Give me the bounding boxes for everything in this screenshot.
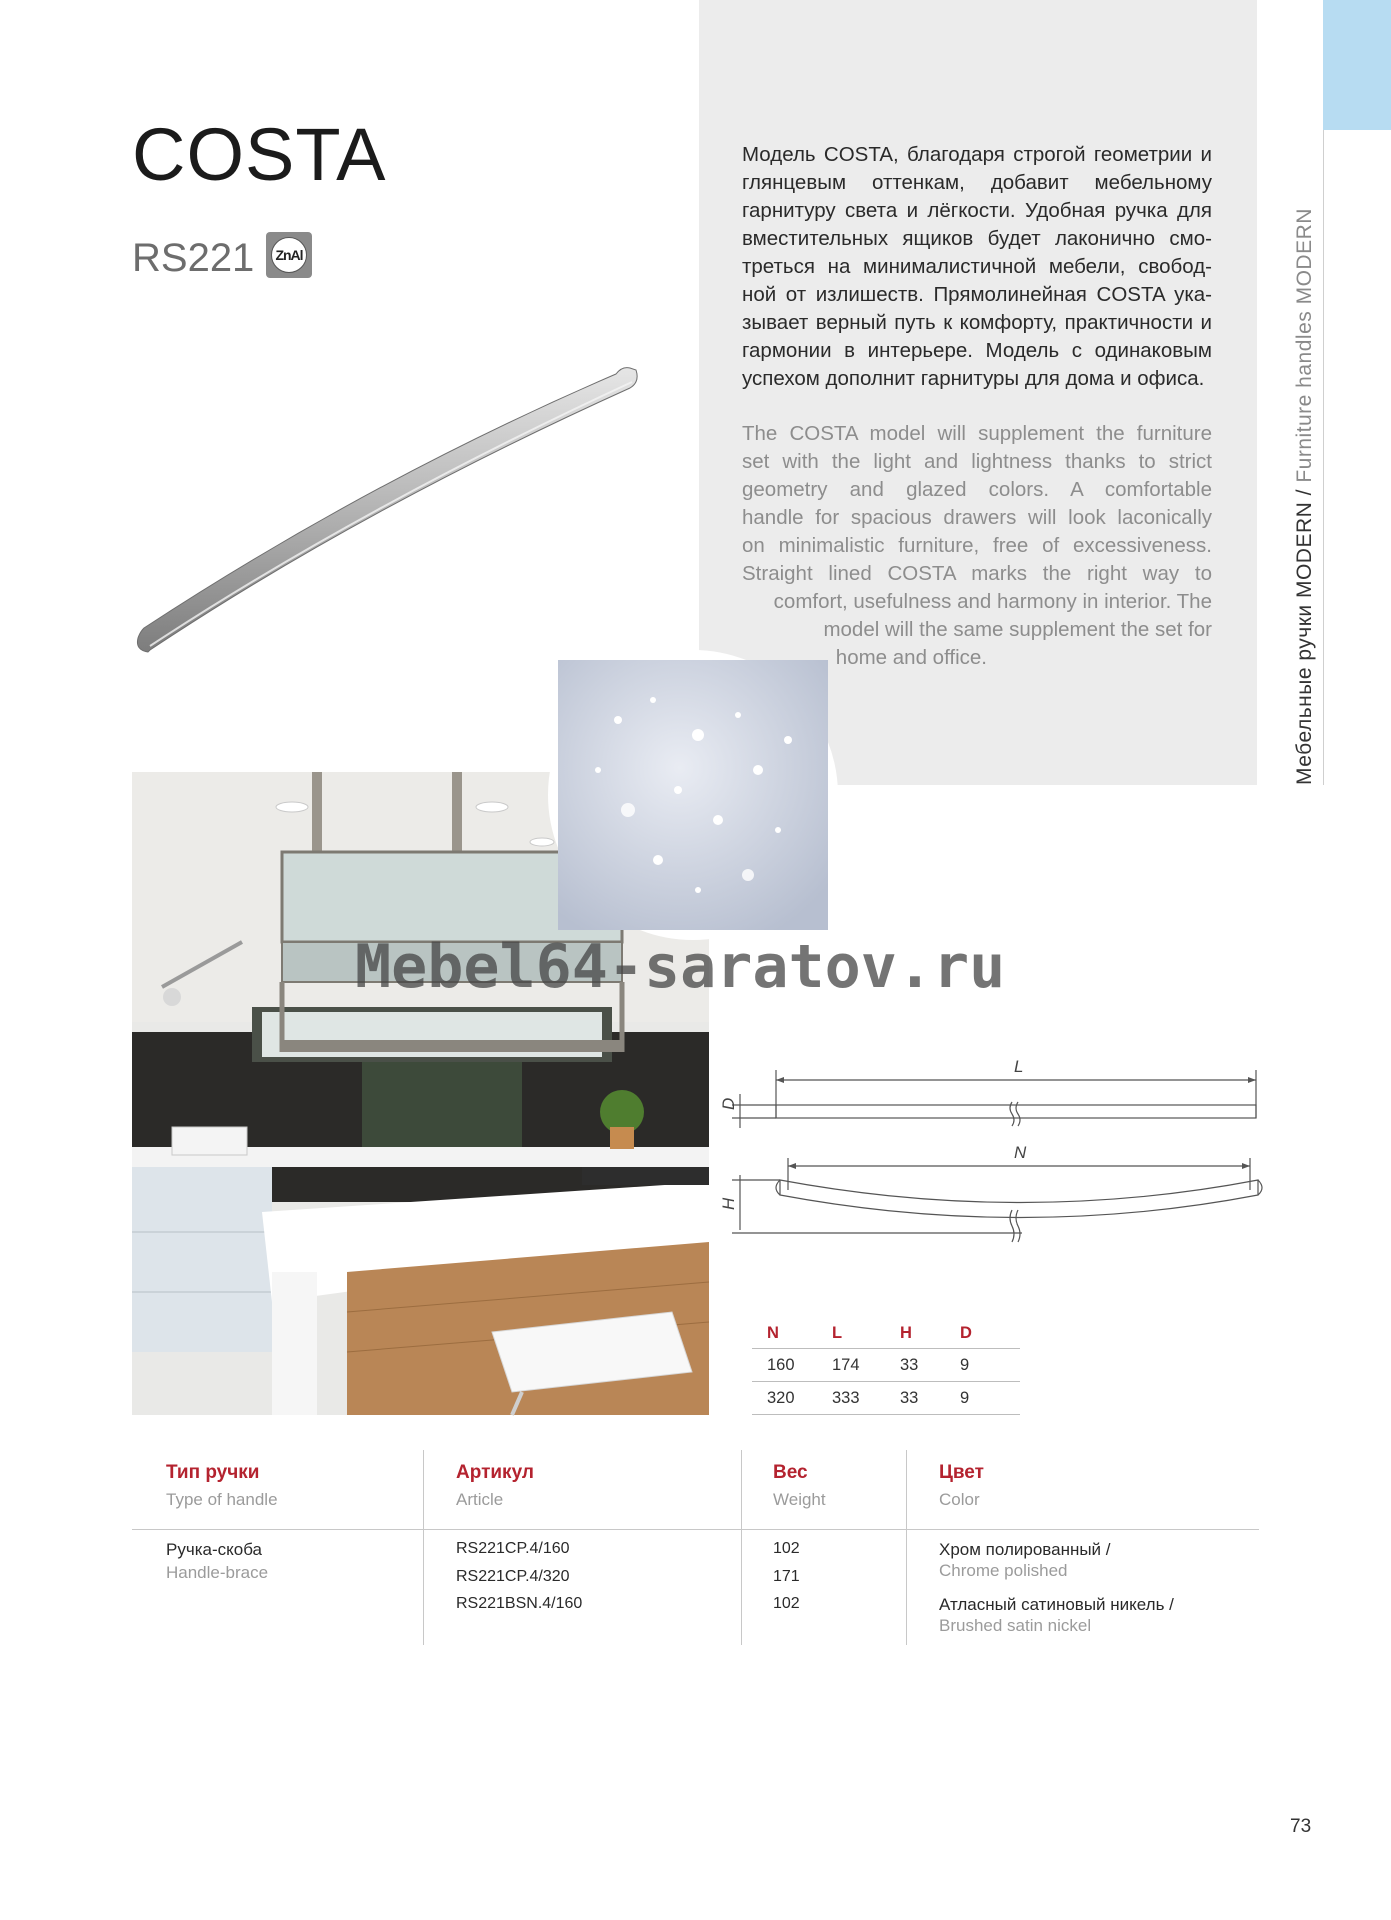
article-item: RS221CP.4/160 [456,1540,570,1557]
table-cell: 160 [752,1349,832,1382]
description-en-line: model will the same supplement the set for [823,618,1212,641]
dimensions-table [752,1318,1020,1415]
handle-type-ru: Ручка-скоба [166,1540,263,1559]
description-en-line: comfort, usefulness and harmony in interior. The [773,590,1212,613]
spec-header-en: Weight [773,1490,826,1509]
finish-swatch-circle [548,650,838,940]
handle-type-en: Handle-brace [166,1563,269,1582]
spec-header-weight [773,1462,826,1510]
spec-divider [906,1450,907,1645]
model-code: RS221 [132,236,255,280]
dimension-drawing [719,1050,1262,1245]
side-rule [1323,130,1324,785]
spec-header-color [939,1462,984,1510]
table-cell: 9 [960,1349,1020,1382]
description-en-line: on minimalistic furniture, free of excessiveness. [742,534,1212,557]
table-cell: 333 [832,1382,900,1415]
spec-header-type [166,1462,278,1510]
description-en-line: The COSTA model will supplement the furniture [742,422,1212,445]
description-en [742,420,1212,672]
color-en: Chrome polished [939,1561,1068,1580]
color-ru: Атласный сатиновый никель / [939,1595,1174,1614]
description-en-line: geometry and glazed colors. A comfortable [742,478,1212,501]
spec-header-article [456,1462,534,1510]
color-list [939,1540,1174,1636]
side-caption-en: Furniture handles MODERN [1293,208,1316,490]
spec-divider [741,1450,742,1645]
weight-item: 171 [773,1567,800,1585]
dimensions-header-row [752,1318,1020,1349]
spec-divider [423,1450,424,1645]
handle-product-image [130,360,650,660]
table-cell: 33 [900,1349,960,1382]
spec-header-en: Color [939,1490,980,1509]
description-en-line: home and office. [835,646,987,669]
spec-header-en: Article [456,1490,504,1509]
dim-col-H: H [900,1323,912,1342]
table-cell: 174 [832,1349,900,1382]
spec-type-value [166,1540,268,1583]
table-cell: 9 [960,1382,1020,1415]
color-ru: Хром полированный / [939,1540,1111,1559]
weight-item: 102 [773,1540,800,1557]
description-en-line: set with the light and lightness thanks to strict [742,450,1212,473]
article-list [456,1535,582,1618]
dim-label-N: N [1014,1143,1027,1162]
spec-header-ru: Вес [773,1462,808,1483]
dim-label-D: D [719,1097,738,1110]
material-badge [266,232,312,278]
weight-list [773,1535,800,1618]
table-cell: 320 [752,1382,832,1415]
article-item: RS221CP.4/320 [456,1567,570,1585]
spec-header-ru: Артикул [456,1462,534,1483]
section-tab [1323,0,1391,130]
spec-header-en: Type of handle [166,1490,278,1509]
spec-rule [132,1529,1259,1530]
glitter-texture [558,660,828,930]
table-row [752,1382,1020,1415]
dim-col-N: N [767,1323,779,1342]
color-en: Brushed satin nickel [939,1616,1092,1635]
dim-label-H: H [719,1197,738,1210]
side-caption [1293,208,1317,785]
material-badge-label: ZnAl [271,237,307,273]
article-item: RS221BSN.4/160 [456,1595,583,1612]
spec-header-ru: Тип ручки [166,1462,260,1483]
side-caption-ru: Мебельные ручки MODERN / [1293,489,1316,785]
table-cell: 33 [900,1382,960,1415]
watermark: Mebel64-saratov.ru [355,932,1006,1002]
spec-header-ru: Цвет [939,1462,984,1483]
dim-col-L: L [832,1323,843,1342]
weight-item: 102 [773,1595,800,1612]
product-title: COSTA [132,113,387,196]
dim-label-L: L [1014,1057,1024,1076]
description-ru: Модель COSTA, благодаря строгой геометрии и глянцевым оттенкам, добавит мебельному гарнитуру света и лёгкости. Удобная ручка для вместительных ящиков будет лаконично смо-треться на минималистичной мебели, свобод-ной от излишеств. Прямолинейная COSTA ука-зывает верный путь к комфорту, практичности и гармонии в интерьере. Модель с одинаковым успехом дополнит гарнитуры для дома и офиса. [742,143,1212,390]
table-row [752,1349,1020,1382]
description-en-line: Straight lined COSTA marks the right way to [742,562,1212,585]
dim-col-D: D [960,1323,972,1342]
description-en-line: handle for spacious drawers will look laconically [742,506,1212,529]
page-number: 73 [1290,1816,1312,1837]
